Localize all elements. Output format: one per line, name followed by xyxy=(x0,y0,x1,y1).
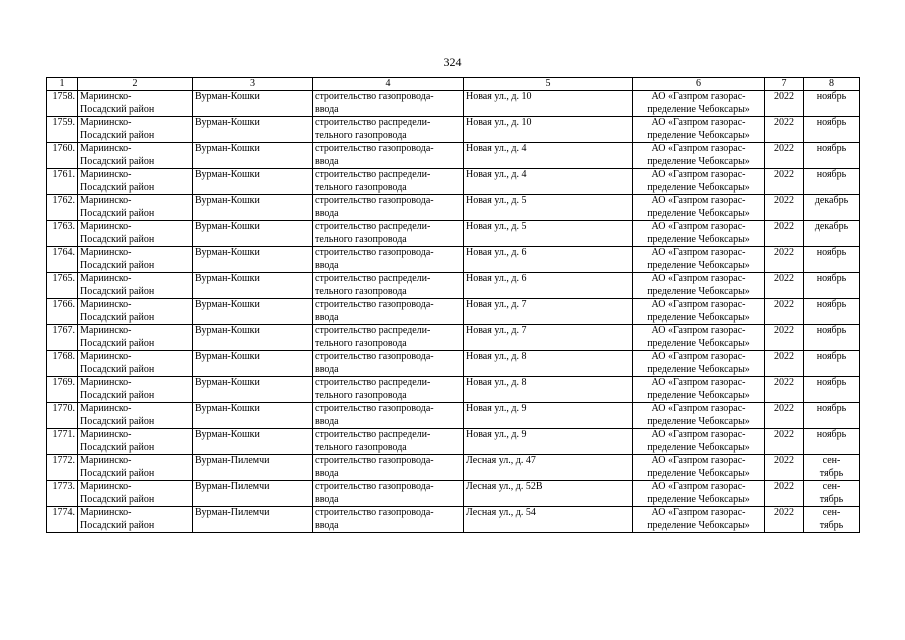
district-line: Мариинско- xyxy=(80,117,132,128)
work-type-cell xyxy=(313,507,464,533)
organization-line: АО «Газпром газорас- xyxy=(651,403,746,414)
month-cell xyxy=(804,351,860,377)
month-line: ноябрь xyxy=(816,325,847,336)
district-line: Посадский район xyxy=(80,233,155,245)
work-line: строительство газопровода- xyxy=(315,91,434,102)
table-row xyxy=(47,429,860,455)
district-cell xyxy=(78,507,193,533)
work-line: строительство газопровода- xyxy=(315,247,434,258)
month-line: ноябрь xyxy=(816,91,847,102)
gasification-table xyxy=(46,77,860,533)
row-number-cell: 1762. xyxy=(47,195,78,221)
district-line: Посадский район xyxy=(80,389,155,401)
work-type-cell xyxy=(313,455,464,481)
month-line: ноябрь xyxy=(816,351,847,362)
district-line: Мариинско- xyxy=(80,377,132,388)
month-cell xyxy=(804,299,860,325)
work-line: ввода xyxy=(315,467,339,479)
district-cell xyxy=(78,351,193,377)
table-body xyxy=(47,91,860,533)
district-cell xyxy=(78,325,193,351)
month-cell xyxy=(804,91,860,117)
village-cell: Вурман-Кошки xyxy=(193,325,313,351)
row-number-cell: 1770. xyxy=(47,403,78,429)
row-number-cell: 1761. xyxy=(47,169,78,195)
organization-cell xyxy=(633,117,765,143)
address-cell: Новая ул., д. 4 xyxy=(464,169,633,195)
organization-line: АО «Газпром газорас- xyxy=(651,91,746,102)
row-number-cell: 1766. xyxy=(47,299,78,325)
row-number-cell: 1767. xyxy=(47,325,78,351)
organization-line: пределение Чебоксары» xyxy=(647,129,750,141)
column-header: 2 xyxy=(78,78,193,91)
organization-line: пределение Чебоксары» xyxy=(647,311,750,323)
year-cell: 2022 xyxy=(765,455,804,481)
organization-line: пределение Чебоксары» xyxy=(647,259,750,271)
organization-cell xyxy=(633,481,765,507)
address-cell: Новая ул., д. 6 xyxy=(464,273,633,299)
village-cell: Вурман-Кошки xyxy=(193,351,313,377)
district-cell xyxy=(78,195,193,221)
organization-cell xyxy=(633,325,765,351)
district-line: Мариинско- xyxy=(80,195,132,206)
year-cell: 2022 xyxy=(765,351,804,377)
row-number-cell: 1760. xyxy=(47,143,78,169)
organization-line: пределение Чебоксары» xyxy=(647,493,750,505)
table-row xyxy=(47,195,860,221)
organization-line: пределение Чебоксары» xyxy=(647,415,750,427)
month-cell xyxy=(804,325,860,351)
month-line: ноябрь xyxy=(816,273,847,284)
month-cell xyxy=(804,117,860,143)
month-cell xyxy=(804,481,860,507)
district-cell xyxy=(78,117,193,143)
district-line: Посадский район xyxy=(80,467,155,479)
year-cell: 2022 xyxy=(765,247,804,273)
row-number-cell: 1759. xyxy=(47,117,78,143)
district-line: Мариинско- xyxy=(80,169,132,180)
month-line: ноябрь xyxy=(816,299,847,310)
month-cell xyxy=(804,455,860,481)
month-cell xyxy=(804,221,860,247)
district-line: Мариинско- xyxy=(80,143,132,154)
row-number-cell: 1773. xyxy=(47,481,78,507)
work-line: строительство газопровода- xyxy=(315,299,434,310)
work-type-cell xyxy=(313,221,464,247)
district-cell xyxy=(78,247,193,273)
organization-line: АО «Газпром газорас- xyxy=(651,351,746,362)
organization-line: АО «Газпром газорас- xyxy=(651,299,746,310)
year-cell: 2022 xyxy=(765,117,804,143)
column-header: 3 xyxy=(193,78,313,91)
work-line: строительство газопровода- xyxy=(315,143,434,154)
column-number-row xyxy=(47,78,860,91)
month-line: декабрь xyxy=(814,221,849,232)
district-line: Мариинско- xyxy=(80,91,132,102)
work-line: ввода xyxy=(315,519,339,531)
organization-line: пределение Чебоксары» xyxy=(647,363,750,375)
year-cell: 2022 xyxy=(765,143,804,169)
work-type-cell xyxy=(313,429,464,455)
work-line: тельного газопровода xyxy=(315,181,407,193)
organization-line: пределение Чебоксары» xyxy=(647,233,750,245)
organization-cell xyxy=(633,273,765,299)
work-line: ввода xyxy=(315,415,339,427)
organization-cell xyxy=(633,247,765,273)
month-cell xyxy=(804,377,860,403)
organization-line: АО «Газпром газорас- xyxy=(651,117,746,128)
work-line: строительство распредели- xyxy=(315,169,431,180)
village-cell: Вурман-Кошки xyxy=(193,117,313,143)
organization-line: АО «Газпром газорас- xyxy=(651,221,746,232)
work-type-cell xyxy=(313,195,464,221)
month-line: ноябрь xyxy=(816,117,847,128)
year-cell: 2022 xyxy=(765,507,804,533)
village-cell: Вурман-Кошки xyxy=(193,273,313,299)
organization-line: АО «Газпром газорас- xyxy=(651,481,746,492)
organization-cell xyxy=(633,221,765,247)
village-cell: Вурман-Кошки xyxy=(193,403,313,429)
table-row xyxy=(47,377,860,403)
district-line: Посадский район xyxy=(80,493,155,505)
month-cell xyxy=(804,429,860,455)
organization-cell xyxy=(633,403,765,429)
table-row xyxy=(47,455,860,481)
organization-cell xyxy=(633,91,765,117)
district-cell xyxy=(78,403,193,429)
district-cell xyxy=(78,91,193,117)
work-line: строительство газопровода- xyxy=(315,481,434,492)
organization-line: пределение Чебоксары» xyxy=(647,389,750,401)
address-cell: Новая ул., д. 9 xyxy=(464,429,633,455)
organization-line: пределение Чебоксары» xyxy=(647,207,750,219)
district-line: Посадский район xyxy=(80,207,155,219)
row-number-cell: 1771. xyxy=(47,429,78,455)
table-row xyxy=(47,481,860,507)
work-type-cell xyxy=(313,351,464,377)
village-cell: Вурман-Кошки xyxy=(193,195,313,221)
work-type-cell xyxy=(313,273,464,299)
month-line: ноябрь xyxy=(816,429,847,440)
work-line: строительство распредели- xyxy=(315,325,431,336)
row-number-cell: 1769. xyxy=(47,377,78,403)
month-line: тябрь xyxy=(819,467,844,479)
row-number-cell: 1774. xyxy=(47,507,78,533)
page-number: 324 xyxy=(443,55,462,69)
row-number-cell: 1772. xyxy=(47,455,78,481)
month-cell xyxy=(804,143,860,169)
table-row xyxy=(47,299,860,325)
work-type-cell xyxy=(313,143,464,169)
month-line: ноябрь xyxy=(816,377,847,388)
work-line: строительство распредели- xyxy=(315,429,431,440)
organization-line: пределение Чебоксары» xyxy=(647,337,750,349)
organization-line: пределение Чебоксары» xyxy=(647,103,750,115)
work-line: ввода xyxy=(315,311,339,323)
work-line: строительство газопровода- xyxy=(315,507,434,518)
village-cell: Вурман-Кошки xyxy=(193,377,313,403)
work-line: тельного газопровода xyxy=(315,285,407,297)
organization-line: пределение Чебоксары» xyxy=(647,467,750,479)
month-cell xyxy=(804,169,860,195)
work-line: тельного газопровода xyxy=(315,337,407,349)
organization-line: пределение Чебоксары» xyxy=(647,285,750,297)
district-line: Мариинско- xyxy=(80,429,132,440)
address-cell: Новая ул., д. 5 xyxy=(464,221,633,247)
table-row xyxy=(47,91,860,117)
district-line: Мариинско- xyxy=(80,455,132,466)
month-line: сен- xyxy=(822,507,841,518)
month-line: тябрь xyxy=(819,493,844,505)
village-cell: Вурман-Кошки xyxy=(193,169,313,195)
district-cell xyxy=(78,221,193,247)
work-line: ввода xyxy=(315,155,339,167)
month-line: ноябрь xyxy=(816,247,847,258)
village-cell: Вурман-Пилемчи xyxy=(193,455,313,481)
address-cell: Новая ул., д. 8 xyxy=(464,377,633,403)
table-row xyxy=(47,403,860,429)
row-number-cell: 1765. xyxy=(47,273,78,299)
village-cell: Вурман-Кошки xyxy=(193,429,313,455)
column-header: 7 xyxy=(765,78,804,91)
year-cell: 2022 xyxy=(765,481,804,507)
work-line: строительство распредели- xyxy=(315,273,431,284)
district-line: Мариинско- xyxy=(80,221,132,232)
district-cell xyxy=(78,429,193,455)
village-cell: Вурман-Кошки xyxy=(193,91,313,117)
row-number-cell: 1764. xyxy=(47,247,78,273)
district-line: Мариинско- xyxy=(80,351,132,362)
district-line: Посадский район xyxy=(80,415,155,427)
year-cell: 2022 xyxy=(765,377,804,403)
organization-line: пределение Чебоксары» xyxy=(647,441,750,453)
organization-line: АО «Газпром газорас- xyxy=(651,247,746,258)
organization-cell xyxy=(633,195,765,221)
village-cell: Вурман-Кошки xyxy=(193,143,313,169)
work-type-cell xyxy=(313,117,464,143)
month-line: сен- xyxy=(822,481,841,492)
work-type-cell xyxy=(313,403,464,429)
table-row xyxy=(47,221,860,247)
organization-cell xyxy=(633,377,765,403)
work-line: строительство газопровода- xyxy=(315,195,434,206)
work-line: ввода xyxy=(315,363,339,375)
table-row xyxy=(47,273,860,299)
address-cell: Новая ул., д. 8 xyxy=(464,351,633,377)
address-cell: Лесная ул., д. 52В xyxy=(464,481,633,507)
work-line: тельного газопровода xyxy=(315,389,407,401)
month-cell xyxy=(804,507,860,533)
district-line: Мариинско- xyxy=(80,507,132,518)
district-line: Посадский район xyxy=(80,129,155,141)
district-line: Посадский район xyxy=(80,363,155,375)
district-line: Мариинско- xyxy=(80,299,132,310)
month-line: декабрь xyxy=(814,195,849,206)
column-header: 4 xyxy=(313,78,464,91)
address-cell: Новая ул., д. 6 xyxy=(464,247,633,273)
work-line: строительство распредели- xyxy=(315,221,431,232)
address-cell: Новая ул., д. 9 xyxy=(464,403,633,429)
column-header: 8 xyxy=(804,78,860,91)
work-type-cell xyxy=(313,169,464,195)
work-type-cell xyxy=(313,377,464,403)
address-cell: Лесная ул., д. 54 xyxy=(464,507,633,533)
work-type-cell xyxy=(313,247,464,273)
district-line: Посадский район xyxy=(80,181,155,193)
organization-cell xyxy=(633,299,765,325)
organization-line: АО «Газпром газорас- xyxy=(651,325,746,336)
address-cell: Новая ул., д. 7 xyxy=(464,325,633,351)
table-row xyxy=(47,143,860,169)
year-cell: 2022 xyxy=(765,91,804,117)
column-header: 6 xyxy=(633,78,765,91)
month-cell xyxy=(804,247,860,273)
district-cell xyxy=(78,299,193,325)
row-number-cell: 1763. xyxy=(47,221,78,247)
row-number-cell: 1758. xyxy=(47,91,78,117)
organization-cell xyxy=(633,351,765,377)
month-cell xyxy=(804,273,860,299)
work-line: ввода xyxy=(315,493,339,505)
year-cell: 2022 xyxy=(765,325,804,351)
year-cell: 2022 xyxy=(765,221,804,247)
organization-line: АО «Газпром газорас- xyxy=(651,169,746,180)
table-row xyxy=(47,117,860,143)
district-cell xyxy=(78,143,193,169)
address-cell: Новая ул., д. 5 xyxy=(464,195,633,221)
organization-line: АО «Газпром газорас- xyxy=(651,195,746,206)
work-line: тельного газопровода xyxy=(315,129,407,141)
organization-line: пределение Чебоксары» xyxy=(647,155,750,167)
district-line: Мариинско- xyxy=(80,481,132,492)
organization-line: пределение Чебоксары» xyxy=(647,519,750,531)
district-line: Мариинско- xyxy=(80,273,132,284)
district-line: Посадский район xyxy=(80,155,155,167)
district-line: Мариинско- xyxy=(80,403,132,414)
year-cell: 2022 xyxy=(765,169,804,195)
table-row xyxy=(47,507,860,533)
organization-cell xyxy=(633,507,765,533)
work-type-cell xyxy=(313,325,464,351)
work-line: строительство распредели- xyxy=(315,117,431,128)
village-cell: Вурман-Кошки xyxy=(193,299,313,325)
month-line: ноябрь xyxy=(816,169,847,180)
row-number-cell: 1768. xyxy=(47,351,78,377)
column-header: 5 xyxy=(464,78,633,91)
work-line: строительство газопровода- xyxy=(315,351,434,362)
year-cell: 2022 xyxy=(765,273,804,299)
month-line: тябрь xyxy=(819,519,844,531)
table-row xyxy=(47,325,860,351)
district-cell xyxy=(78,481,193,507)
address-cell: Новая ул., д. 7 xyxy=(464,299,633,325)
organization-line: АО «Газпром газорас- xyxy=(651,507,746,518)
address-cell: Новая ул., д. 4 xyxy=(464,143,633,169)
organization-line: АО «Газпром газорас- xyxy=(651,429,746,440)
work-line: ввода xyxy=(315,103,339,115)
district-line: Посадский район xyxy=(80,103,155,115)
village-cell: Вурман-Пилемчи xyxy=(193,507,313,533)
month-cell xyxy=(804,403,860,429)
year-cell: 2022 xyxy=(765,403,804,429)
month-line: ноябрь xyxy=(816,403,847,414)
organization-cell xyxy=(633,429,765,455)
village-cell: Вурман-Кошки xyxy=(193,247,313,273)
address-cell: Новая ул., д. 10 xyxy=(464,91,633,117)
organization-cell xyxy=(633,455,765,481)
organization-cell xyxy=(633,143,765,169)
organization-line: пределение Чебоксары» xyxy=(647,181,750,193)
district-cell xyxy=(78,377,193,403)
work-line: тельного газопровода xyxy=(315,441,407,453)
district-line: Посадский район xyxy=(80,259,155,271)
table-row xyxy=(47,247,860,273)
column-header: 1 xyxy=(47,78,78,91)
organization-line: АО «Газпром газорас- xyxy=(651,455,746,466)
district-line: Посадский район xyxy=(80,441,155,453)
work-line: ввода xyxy=(315,259,339,271)
month-cell xyxy=(804,195,860,221)
district-cell xyxy=(78,455,193,481)
year-cell: 2022 xyxy=(765,299,804,325)
address-cell: Лесная ул., д. 47 xyxy=(464,455,633,481)
work-type-cell xyxy=(313,299,464,325)
district-cell xyxy=(78,169,193,195)
address-cell: Новая ул., д. 10 xyxy=(464,117,633,143)
month-line: ноябрь xyxy=(816,143,847,154)
work-line: строительство газопровода- xyxy=(315,455,434,466)
district-line: Посадский район xyxy=(80,519,155,531)
organization-line: АО «Газпром газорас- xyxy=(651,273,746,284)
table-row xyxy=(47,351,860,377)
district-line: Посадский район xyxy=(80,311,155,323)
village-cell: Вурман-Кошки xyxy=(193,221,313,247)
district-line: Мариинско- xyxy=(80,247,132,258)
organization-line: АО «Газпром газорас- xyxy=(651,143,746,154)
year-cell: 2022 xyxy=(765,195,804,221)
work-line: строительство распредели- xyxy=(315,377,431,388)
district-line: Мариинско- xyxy=(80,325,132,336)
year-cell: 2022 xyxy=(765,429,804,455)
work-line: строительство газопровода- xyxy=(315,403,434,414)
organization-line: АО «Газпром газорас- xyxy=(651,377,746,388)
village-cell: Вурман-Пилемчи xyxy=(193,481,313,507)
district-cell xyxy=(78,273,193,299)
work-type-cell xyxy=(313,481,464,507)
month-line: сен- xyxy=(822,455,841,466)
district-line: Посадский район xyxy=(80,337,155,349)
district-line: Посадский район xyxy=(80,285,155,297)
work-type-cell xyxy=(313,91,464,117)
work-line: тельного газопровода xyxy=(315,233,407,245)
table-row xyxy=(47,169,860,195)
organization-cell xyxy=(633,169,765,195)
work-line: ввода xyxy=(315,207,339,219)
